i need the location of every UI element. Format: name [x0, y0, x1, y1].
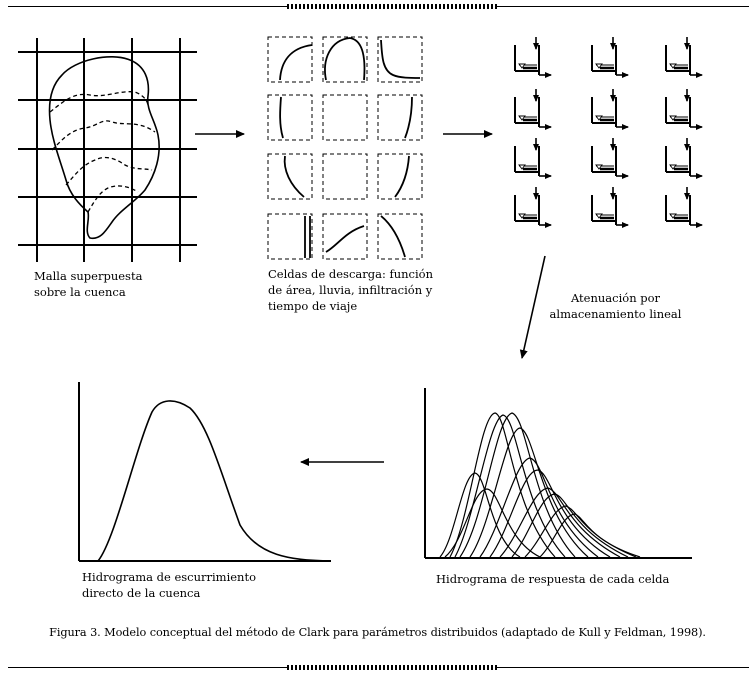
label-grid-over-watershed: Malla superpuesta sobre la cuenca — [34, 269, 143, 299]
label-discharge-cells: Celdas de descarga: función de área, lluvia, infiltración y tiempo de viaje — [268, 267, 434, 313]
reservoir-array — [515, 37, 702, 225]
figure-caption: Figura 3. Modelo conceptual del método de Clark para parámetros distribuidos (adaptado de Kull y Feldman, 1998). — [49, 626, 706, 639]
basin-hydrograph-chart — [79, 382, 331, 561]
label-cell-hydrographs: Hidrograma de respuesta de cada celda — [436, 572, 670, 586]
arrow-storage-to-hydrographs — [522, 256, 545, 358]
label-basin-hydrograph: Hidrograma de escurrimiento directo de la cuenca — [82, 570, 257, 600]
label-linear-storage-attenuation: Atenuación por almacenamiento lineal — [549, 291, 682, 321]
watershed-grid — [18, 38, 197, 262]
watershed-boundary — [50, 57, 160, 238]
cell-hydrographs-chart — [425, 388, 692, 558]
discharge-cells — [268, 37, 422, 259]
